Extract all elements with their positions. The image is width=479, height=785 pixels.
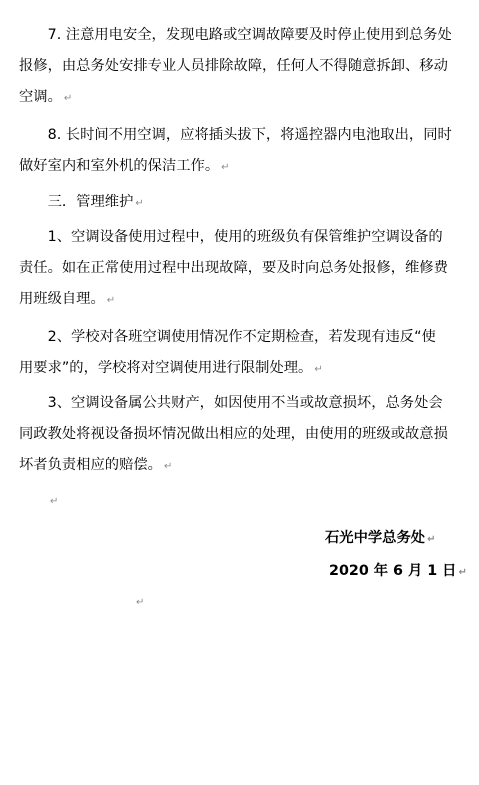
paragraph-8 [19, 120, 469, 182]
section-heading [19, 187, 469, 218]
paragraph-line-text: 坏者负责相应的赔偿。 [19, 457, 162, 473]
signature-date [329, 560, 467, 580]
empty-paragraph-mark-icon: ↵ [50, 496, 59, 507]
paragraph-line: 7. 注意用电安全，发现电路或空调故障要及时停止使用到总务处 [19, 27, 452, 43]
empty-paragraph-mark-icon: ↵ [136, 597, 145, 608]
paragraph-line [19, 450, 469, 481]
paragraph-mark-icon: ↵ [106, 295, 116, 306]
paragraph-line [19, 353, 469, 384]
paragraph-mark-icon: ↵ [427, 534, 436, 545]
paragraph-line: 责任。如在正常使用过程中出现故障，要及时向总务处报修，维修费 [19, 260, 448, 276]
paragraph-line-text: 空调。 [19, 89, 62, 105]
paragraph-line [19, 82, 469, 113]
paragraph-line-text: 用要求”的，学校将对空调使用进行限制处理。 [19, 360, 313, 376]
paragraph-3 [19, 388, 469, 481]
paragraph-line-text: 用班级自理。 [19, 291, 105, 307]
paragraph-mark-icon: ↵ [135, 198, 144, 209]
paragraph-mark-icon: ↵ [314, 364, 323, 375]
paragraph-line: 2、学校对各班空调使用情况作不定期检查，若发现有违反“使 [19, 329, 436, 345]
paragraph-line [19, 284, 469, 315]
paragraph-mark-icon: ↵ [63, 93, 73, 104]
paragraph-line-text: 三．管理维护 [19, 194, 134, 210]
paragraph-line: 同政教处将视设备损坏情况做出相应的处理，由使用的班级或故意损 [19, 426, 448, 442]
paragraph-7 [19, 20, 469, 113]
signature-date-text: 2020 年 6 月 1 日 [329, 563, 457, 579]
paragraph-line: 报修，由总务处安排专业人员排除故障，任何人不得随意拆卸、移动 [19, 58, 448, 74]
paragraph-1 [19, 222, 469, 315]
paragraph-line: 8. 长时间不用空调，应将插头拔下，将遥控器内电池取出，同时 [19, 127, 452, 143]
paragraph-mark-icon: ↵ [458, 567, 467, 578]
paragraph-line: 3、空调设备属公共财产，如因使用不当或故意损坏，总务处会 [19, 395, 443, 411]
paragraph-line: 1、空调设备使用过程中，使用的班级负有保管维护空调设备的 [19, 229, 443, 245]
paragraph-2 [19, 322, 469, 384]
paragraph-line [19, 151, 469, 182]
paragraph-mark-icon: ↵ [221, 162, 230, 173]
paragraph-line-text: 做好室内和室外机的保洁工作。 [19, 158, 220, 174]
paragraph-mark-icon: ↵ [163, 461, 173, 472]
signature-org-text: 石光中学总务处 [325, 530, 426, 546]
signature-org [325, 527, 435, 547]
paragraph-line [19, 187, 469, 218]
